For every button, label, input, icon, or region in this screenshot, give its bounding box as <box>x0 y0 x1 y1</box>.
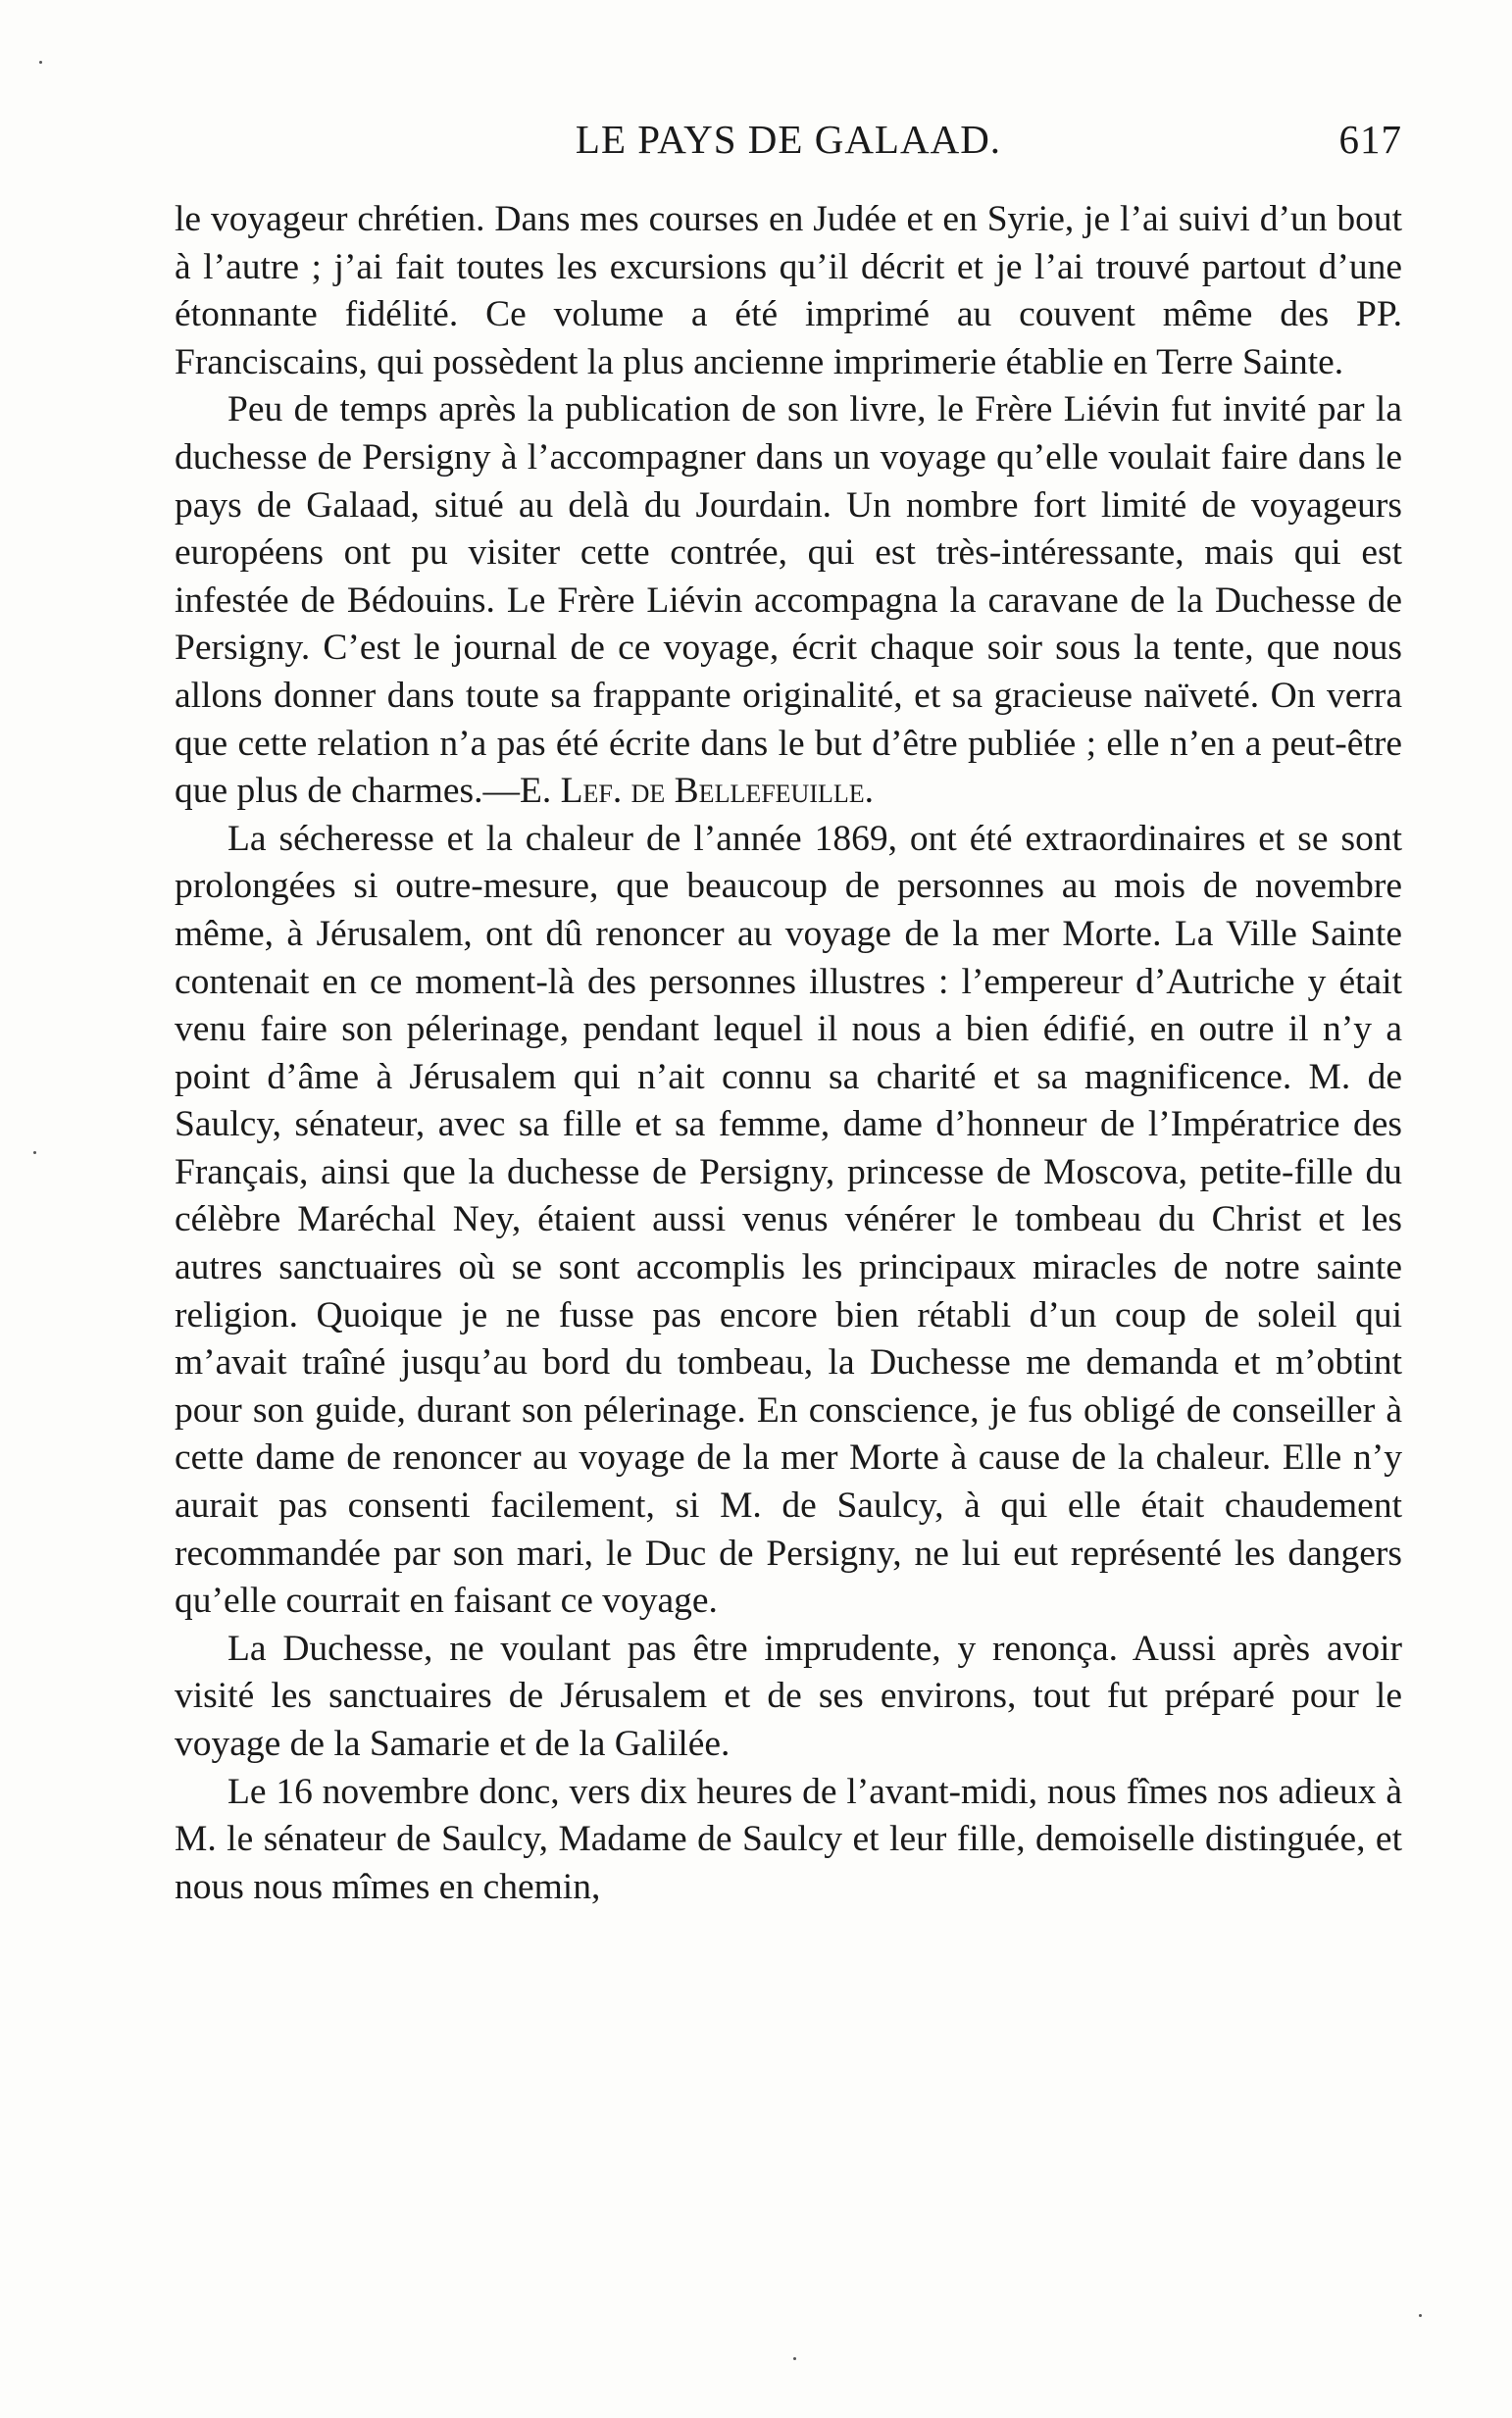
paragraph-4-text: La Duchesse, ne voulant pas être imprudente, y renonça. Aussi après avoir visité les sanctuaires de Jérusalem et de ses environs, tout fut préparé pour le voyage de la Samarie et de la Galilée. <box>175 1628 1402 1764</box>
paragraph-1 <box>175 196 1402 386</box>
paragraph-3 <box>175 816 1402 1626</box>
paragraph-3-text: La sécheresse et la chaleur de l’année 1869, ont été extraordinaires et se sont prolongées si outre-mesure, que beaucoup de personnes au mois de novembre même, à Jérusalem, ont dû renoncer au voyage de la mer Morte. La Ville Sainte contenait en ce moment-là des personnes illustres : l’empereur d’Autriche y était venu faire son pélerinage, pendant lequel il nous a bien édifié, en outre il n’y a point d’âme à Jérusalem qui n’ait connu sa charité et sa magnificence. M. de Saulcy, sénateur, avec sa fille et sa femme, dame d’honneur de l’Impératrice des Français, ainsi que la duchesse de Persigny, princesse de Moscova, petite-fille du célèbre Maréchal Ney, étaient aussi venus vénérer le tombeau du Christ et les autres sanctuaires où se sont accomplis les principaux miracles de notre sainte religion. Quoique je ne fusse pas encore bien rétabli d’un coup de soleil qui m’avait traîné jusqu’au bord du tombeau, la Duchesse me demanda et m’obtint pour son guide, durant son pélerinage. En conscience, je fus obligé de conseiller à cette dame de renoncer au voyage de la mer Morte à cause de la chaleur. Elle n’y aurait pas consenti facilement, si M. de Saulcy, à qui elle était chaudement recommandée par son mari, le Duc de Persigny, ne lui eut représenté les dangers qu’elle courrait en faisant ce voyage. <box>175 818 1402 1622</box>
body-text <box>175 196 1402 1911</box>
paragraph-1-text: le voyageur chrétien. Dans mes courses en Judée et en Syrie, je l’ai suivi d’un bout à l’autre ; j’ai fait toutes les excursions qu’il décrit et je l’ai trouvé partout d’une étonnante fidélité. Ce volume a été imprimé au couvent même des PP. Franciscains, qui possèdent la plus ancienne imprimerie établie en Terre Sainte. <box>175 199 1402 382</box>
paper-speck <box>39 61 42 64</box>
author-signature: E. Lef. de Bellefeuille. <box>519 771 875 812</box>
paragraph-2-text: Peu de temps après la publication de son livre, le Frère Liévin fut invité par la duchesse de Persigny à l’accompagner dans un voyage qu’elle voulait faire dans le pays de Galaad, situé au delà du Jourdain. Un nombre fort limité de voyageurs européens ont pu visiter cette contrée, qui est très-intéressante, mais qui est infestée de Bédouins. Le Frère Liévin accompagna la caravane de la Duchesse de Persigny. C’est le journal de ce voyage, écrit chaque soir sous la tente, que nous allons donner dans toute sa frappante originalité, et sa gracieuse naïveté. On verra que cette relation n’a pas été écrite dans le but d’être publiée ; elle n’en a peut-être que plus de charmes.— <box>175 389 1402 812</box>
paper-speck <box>33 1151 36 1154</box>
running-title: LE PAYS DE GALAAD. <box>575 117 1002 162</box>
paper-speck <box>1419 2314 1422 2317</box>
paper-speck <box>793 2357 796 2360</box>
page-number: 617 <box>1338 117 1402 162</box>
running-head <box>175 116 1402 175</box>
paragraph-4 <box>175 1626 1402 1769</box>
paragraph-2 <box>175 386 1402 815</box>
paragraph-5-text: Le 16 novembre donc, vers dix heures de l’avant-midi, nous fîmes nos adieux à M. le sénateur de Saulcy, Madame de Saulcy et leur fille, demoiselle distinguée, et nous nous mîmes en chemin, <box>175 1771 1402 1907</box>
paragraph-5 <box>175 1769 1402 1912</box>
